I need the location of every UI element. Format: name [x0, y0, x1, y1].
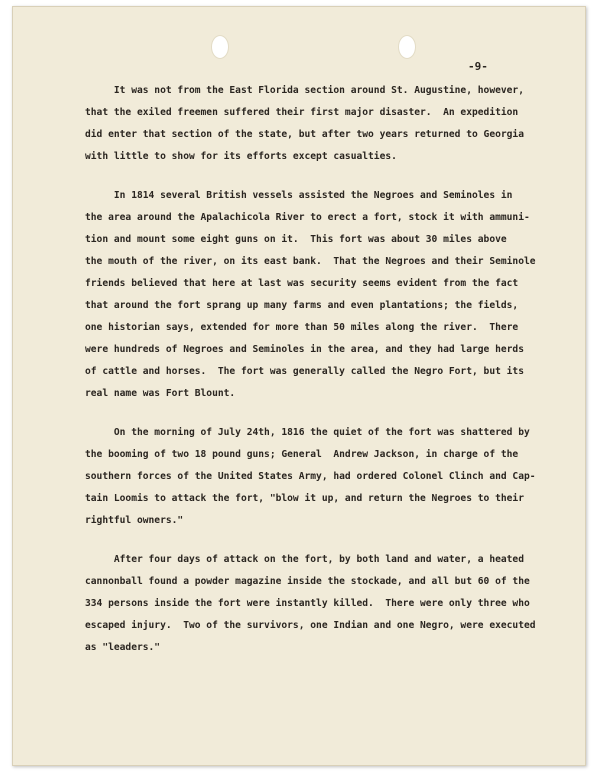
- text-line: tain Loomis to attack the fort, "blow it up, and return the Negroes to their: [85, 493, 524, 504]
- text-line: the booming of two 18 pound guns; General Andrew Jackson, in charge of the: [85, 449, 519, 460]
- text-line: In 1814 several British vessels assisted the Negroes and Seminoles in: [85, 190, 513, 201]
- text-line: the area around the Apalachicola River to erect a fort, stock it with ammuni-: [85, 212, 530, 223]
- text-line: did enter that section of the state, but after two years returned to Georgia: [85, 129, 524, 140]
- text-line: tion and mount some eight guns on it. This fort was about 30 miles above: [85, 234, 507, 245]
- punch-hole: [399, 36, 415, 58]
- text-line: 334 persons inside the fort were instantly killed. There were only three who: [85, 598, 530, 609]
- text-line: escaped injury. Two of the survivors, one Indian and one Negro, were executed: [85, 620, 536, 631]
- text-line: It was not from the East Florida section around St. Augustine, however,: [85, 85, 524, 96]
- text-line: cannonball found a powder magazine inside the stockade, and all but 60 of the: [85, 576, 530, 587]
- punch-hole: [212, 36, 228, 58]
- paragraph: [85, 185, 555, 405]
- text-line: the mouth of the river, on its east bank. That the Negroes and their Seminole: [85, 256, 536, 267]
- text-line: with little to show for its efforts except casualties.: [85, 151, 397, 162]
- text-line: friends believed that here at last was security seems evident from the fact: [85, 278, 519, 289]
- text-line: After four days of attack on the fort, by both land and water, a heated: [85, 554, 524, 565]
- text-line: of cattle and horses. The fort was generally called the Negro Fort, but its: [85, 366, 524, 377]
- text-line: as "leaders.": [85, 642, 161, 653]
- text-line: that around the fort sprang up many farms and even plantations; the fields,: [85, 300, 519, 311]
- page-number: -9-: [468, 60, 488, 73]
- text-line: one historian says, extended for more than 50 miles along the river. There: [85, 322, 519, 333]
- paragraph: [85, 549, 555, 659]
- text-line: were hundreds of Negroes and Seminoles in the area, and they had large herds: [85, 344, 524, 355]
- text-line: that the exiled freemen suffered their first major disaster. An expedition: [85, 107, 519, 118]
- paragraph: [85, 80, 555, 168]
- text-line: rightful owners.": [85, 515, 184, 526]
- text-line: real name was Fort Blount.: [85, 388, 236, 399]
- document-page: [12, 6, 586, 766]
- document-body: [85, 80, 555, 676]
- text-line: On the morning of July 24th, 1816 the quiet of the fort was shattered by: [85, 427, 530, 438]
- paragraph: [85, 422, 555, 532]
- text-line: southern forces of the United States Army, had ordered Colonel Clinch and Cap-: [85, 471, 536, 482]
